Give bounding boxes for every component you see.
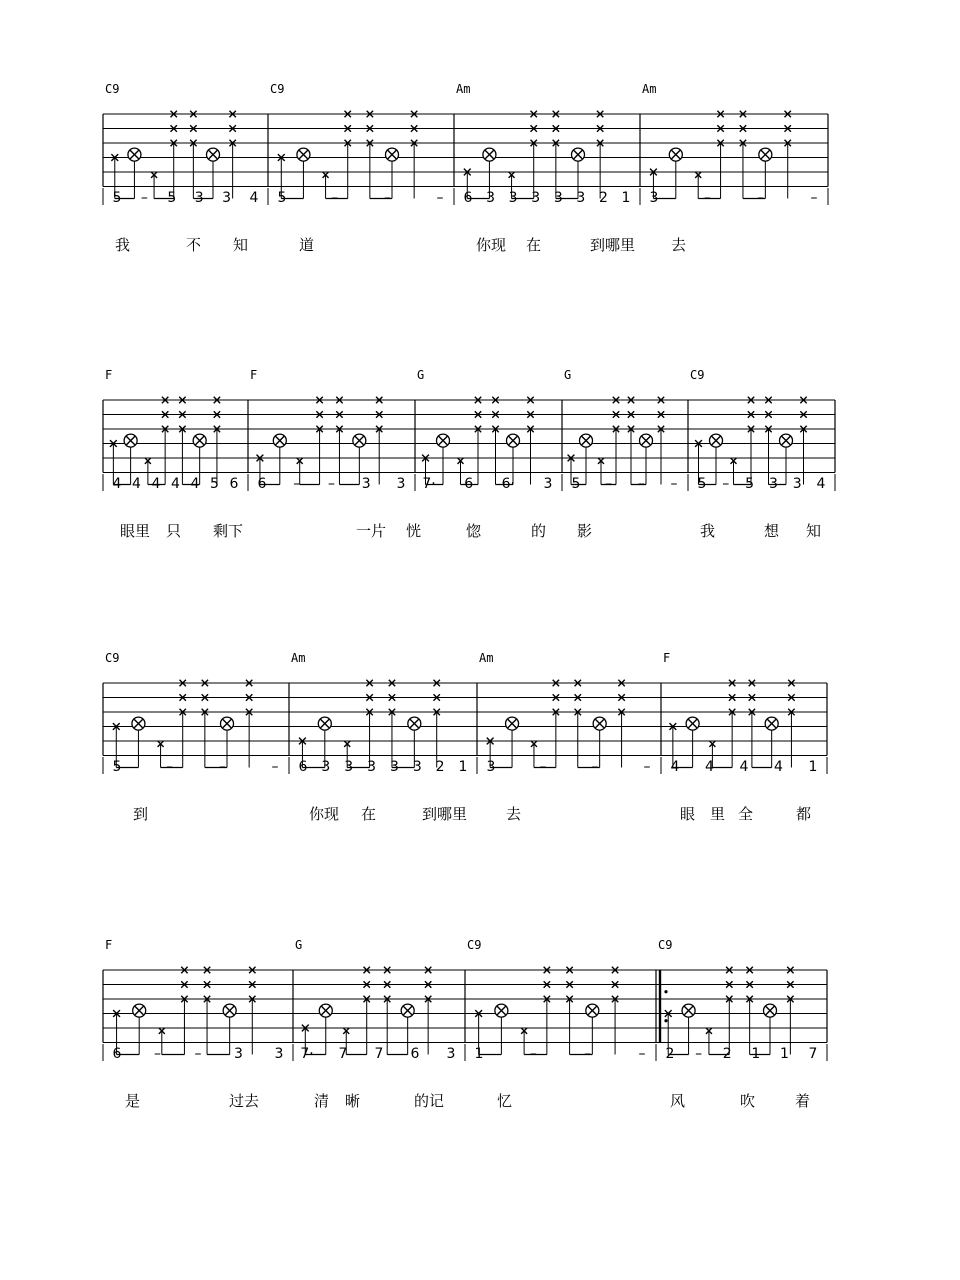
lyric-word: 全	[738, 805, 754, 823]
jianpu-note: –	[166, 759, 174, 775]
chord-name: C9	[658, 938, 673, 952]
jianpu-note: 3	[508, 190, 518, 206]
jianpu-note: 5	[167, 190, 177, 206]
lyric-word: 你现	[476, 236, 507, 254]
lyric-word: 一片	[356, 522, 387, 540]
measure	[289, 651, 467, 775]
jianpu-note: –	[383, 190, 391, 206]
chord-name: F	[105, 938, 113, 952]
staff-row	[103, 82, 828, 254]
jianpu-note: –	[638, 1046, 646, 1062]
jianpu-note: 5	[277, 190, 287, 206]
lyric-word: 影	[577, 522, 593, 540]
jianpu-note: 1	[779, 1046, 789, 1062]
measure	[415, 368, 552, 492]
jianpu-note: 3	[389, 759, 399, 775]
jianpu-note: –	[539, 759, 547, 775]
lyric-word: 着	[795, 1092, 811, 1110]
chord-name: G	[295, 938, 303, 952]
chord-name: F	[105, 368, 113, 382]
jianpu-note: 6	[112, 1046, 122, 1062]
lyric-word: 眼	[680, 805, 696, 823]
jianpu-note: 3	[367, 759, 377, 775]
jianpu-note: 1	[621, 190, 631, 206]
chord-name: C9	[270, 82, 285, 96]
jianpu-note: 3	[446, 1046, 456, 1062]
lyric-word: 只	[166, 522, 182, 540]
lyric-word: 恍	[406, 522, 422, 540]
lyric-word: 是	[125, 1092, 141, 1110]
jianpu-note: 5	[697, 476, 707, 492]
jianpu-note: 4	[739, 759, 749, 775]
staff-row	[103, 938, 827, 1110]
jianpu-note: 3	[543, 476, 553, 492]
lyric-word: 我	[700, 522, 716, 540]
jianpu-note: 4	[151, 476, 161, 492]
jianpu-note: 3	[194, 190, 204, 206]
jianpu-note: 3	[576, 190, 586, 206]
chord-name: Am	[291, 651, 306, 665]
jianpu-note: 4	[171, 476, 180, 492]
jianpu-note: 6	[410, 1046, 420, 1062]
jianpu-note: –	[140, 190, 148, 206]
lyric-word: 过去	[229, 1092, 260, 1110]
lyric-word: 吹	[740, 1092, 756, 1110]
jianpu-note: 3	[768, 476, 778, 492]
measure	[103, 368, 239, 492]
lyric-word: 去	[671, 236, 687, 254]
jianpu-note: –	[703, 190, 711, 206]
jianpu-note: 4	[132, 476, 141, 492]
jianpu-note: –	[293, 476, 301, 492]
jianpu-note: –	[757, 190, 765, 206]
jianpu-note: –	[154, 1046, 161, 1062]
measure	[640, 82, 818, 206]
jianpu-note: 3	[222, 190, 232, 206]
measure	[562, 368, 678, 492]
jianpu-note: 3	[531, 190, 541, 206]
jianpu-note: –	[643, 759, 651, 775]
lyric-word: 眼里	[120, 522, 151, 540]
lyric-word: 到哪里	[422, 805, 468, 823]
jianpu-note: 5	[210, 476, 219, 492]
jianpu-note: 1	[808, 759, 818, 775]
jianpu-note: 4	[112, 476, 122, 492]
measure	[248, 368, 405, 492]
jianpu-note: –	[584, 1046, 592, 1062]
measure	[103, 938, 283, 1062]
jianpu-note: 3	[412, 759, 422, 775]
staff-row	[103, 651, 827, 823]
jianpu-note: 5	[112, 190, 122, 206]
measure	[465, 938, 646, 1062]
jianpu-note: 3	[486, 190, 496, 206]
chord-name: Am	[642, 82, 657, 96]
chord-name: G	[564, 368, 572, 382]
jianpu-note: –	[436, 190, 444, 206]
chord-name: F	[250, 368, 258, 382]
lyric-word: 清	[314, 1092, 330, 1110]
jianpu-note: –	[637, 476, 645, 492]
staff-row	[103, 368, 835, 540]
jianpu-note: 6	[298, 759, 308, 775]
jianpu-note: 6	[463, 190, 473, 206]
jianpu-note: 6	[464, 476, 474, 492]
chord-name: C9	[105, 82, 120, 96]
lyric-word: 忆	[497, 1092, 513, 1110]
jianpu-note: 5	[571, 476, 581, 492]
lyric-word: 的记	[414, 1092, 445, 1110]
chord-name: F	[663, 651, 671, 665]
jianpu-note: 2	[722, 1046, 732, 1062]
lyric-word: 知	[806, 522, 822, 540]
measure	[103, 82, 259, 206]
chord-name: C9	[690, 368, 705, 382]
jianpu-note: 3	[792, 476, 802, 492]
lyric-word: 不	[186, 236, 202, 254]
jianpu-note: 5	[745, 476, 755, 492]
measure	[477, 651, 651, 775]
jianpu-note: 7	[374, 1046, 384, 1062]
jianpu-note: 1	[751, 1046, 761, 1062]
jianpu-note: 4	[670, 759, 680, 775]
measure	[661, 651, 817, 775]
jianpu-note: 2	[665, 1046, 675, 1062]
jianpu-note: –	[331, 190, 339, 206]
lyric-word: 我	[115, 236, 131, 254]
lyric-word: 知	[233, 236, 249, 254]
lyric-word: 道	[299, 236, 315, 254]
lyric-word: 到哪里	[590, 236, 636, 254]
lyric-word: 到	[133, 805, 149, 823]
jianpu-note: 5	[112, 759, 122, 775]
lyric-word: 想	[764, 522, 780, 540]
lyric-word: 的	[531, 522, 547, 540]
measure	[656, 938, 817, 1062]
jianpu-note: 3	[649, 190, 659, 206]
jianpu-note: 3	[553, 190, 563, 206]
jianpu-note: 6	[257, 476, 267, 492]
chord-name: Am	[479, 651, 494, 665]
jianpu-note: –	[218, 759, 226, 775]
jianpu-note: 7·	[422, 476, 436, 492]
lyric-word: 都	[796, 805, 812, 823]
jianpu-note: 7·	[300, 1046, 314, 1062]
jianpu-note: –	[591, 759, 599, 775]
jianpu-note: 4	[705, 759, 714, 775]
jianpu-note: –	[810, 190, 818, 206]
jianpu-note: 1	[458, 759, 468, 775]
lyric-word: 去	[506, 805, 522, 823]
lyric-word: 剩下	[213, 522, 244, 540]
jianpu-note: 3	[274, 1046, 284, 1062]
lyric-word: 晰	[345, 1092, 361, 1110]
lyric-word: 惚	[466, 522, 482, 540]
lyric-word: 在	[361, 805, 377, 823]
jianpu-note: 4	[816, 476, 826, 492]
jianpu-note: 3	[321, 759, 331, 775]
chord-name: Am	[456, 82, 471, 96]
lyric-word: 里	[710, 805, 726, 823]
jianpu-note: 4	[774, 759, 783, 775]
measure	[268, 82, 444, 206]
jianpu-note: 6	[229, 476, 239, 492]
measure	[688, 368, 826, 492]
jianpu-note: 2	[435, 759, 445, 775]
jianpu-note: 3	[361, 476, 371, 492]
jianpu-note: 3	[234, 1046, 243, 1062]
jianpu-note: 3	[344, 759, 354, 775]
jianpu-note: –	[529, 1046, 537, 1062]
jianpu-note: –	[328, 476, 335, 492]
jianpu-note: 1	[474, 1046, 484, 1062]
jianpu-note: –	[722, 476, 730, 492]
jianpu-note: 4	[249, 190, 259, 206]
jianpu-note: –	[695, 1046, 703, 1062]
jianpu-note: 6·	[501, 476, 516, 492]
measure	[293, 938, 455, 1062]
chord-name: C9	[467, 938, 482, 952]
chord-name: C9	[105, 651, 120, 665]
jianpu-note: 7	[338, 1046, 348, 1062]
jianpu-note: 3	[396, 476, 406, 492]
measure	[454, 82, 630, 206]
measure	[103, 651, 279, 775]
lyric-word: 风	[670, 1092, 686, 1110]
jianpu-note: 4	[190, 476, 200, 492]
jianpu-note: –	[271, 759, 279, 775]
lyric-word: 你现	[309, 805, 340, 823]
jianpu-note: 3	[486, 759, 496, 775]
lyric-word: 在	[526, 236, 542, 254]
jianpu-note: –	[670, 476, 678, 492]
jianpu-note: –	[194, 1046, 202, 1062]
jianpu-note: –	[605, 476, 613, 492]
jianpu-note: 2	[598, 190, 608, 206]
chord-name: G	[417, 368, 425, 382]
jianpu-note: 7	[808, 1046, 818, 1062]
